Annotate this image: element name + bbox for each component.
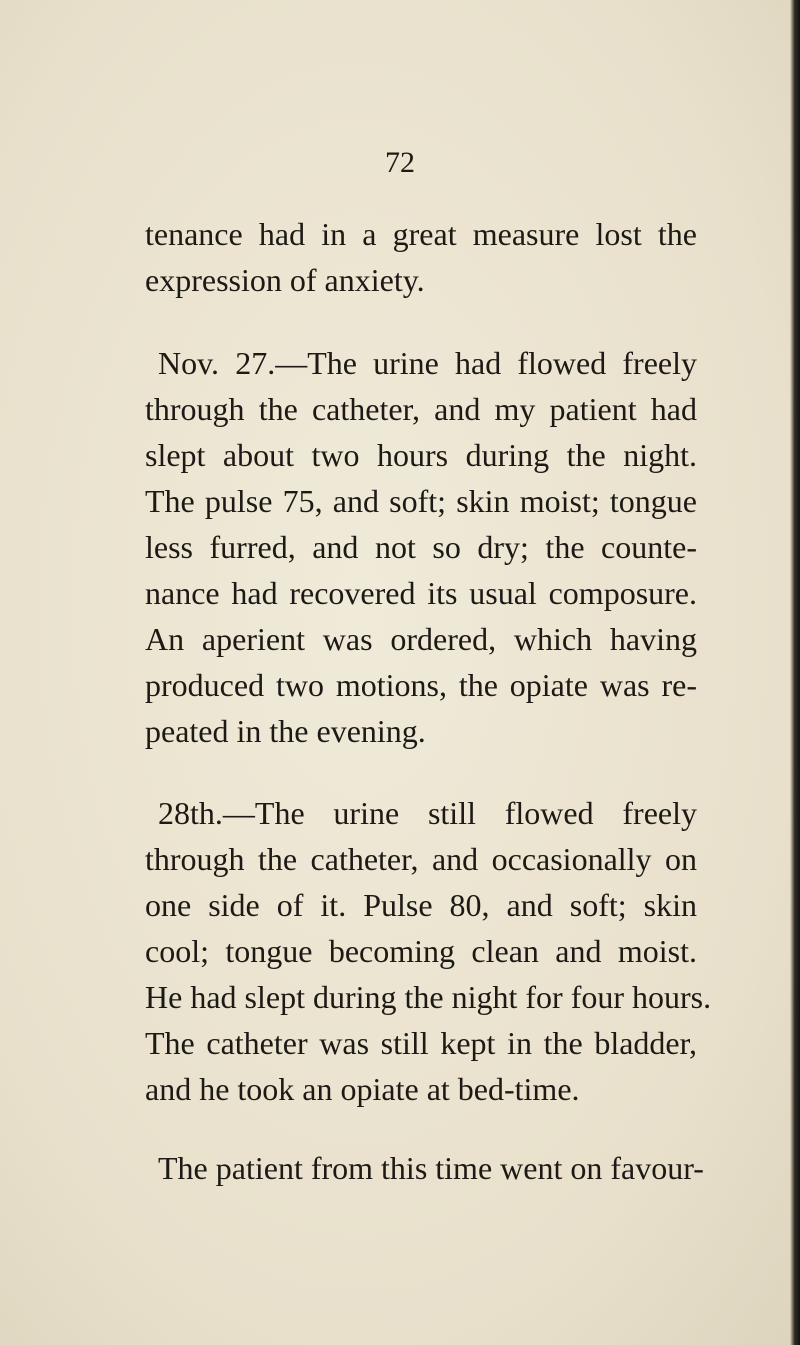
text-line: The catheter was still kept in the bladder,	[145, 1025, 697, 1061]
text-line: Nov. 27.—The urine had flowed freely	[158, 345, 697, 381]
text-line: cool; tongue becoming clean and moist.	[145, 933, 697, 969]
text-line: tenance had in a great measure lost the	[145, 216, 697, 252]
text-line: The pulse 75, and soft; skin moist; tongue	[145, 483, 697, 519]
text-line: He had slept during the night for four hours.	[145, 979, 712, 1015]
text-line: peated in the evening.	[145, 713, 426, 749]
text-line: through the catheter, and occasionally on	[145, 841, 697, 877]
text-line: expression of anxiety.	[145, 262, 425, 298]
page-number: 72	[385, 146, 415, 179]
text-line: less furred, and not so dry; the counte-	[145, 529, 697, 565]
text-line: through the catheter, and my patient had	[145, 391, 697, 427]
text-line: one side of it. Pulse 80, and soft; skin	[145, 887, 697, 923]
text-line: nance had recovered its usual composure.	[145, 575, 697, 611]
text-line: An aperient was ordered, which having	[145, 621, 697, 657]
text-line: and he took an opiate at bed-time.	[145, 1071, 580, 1107]
page-edge-shadow	[790, 0, 800, 1345]
text-line: 28th.—The urine still flowed freely	[158, 795, 697, 831]
text-line: slept about two hours during the night.	[145, 437, 697, 473]
text-line: produced two motions, the opiate was re-	[145, 667, 697, 703]
text-line: The patient from this time went on favour-	[158, 1150, 704, 1186]
